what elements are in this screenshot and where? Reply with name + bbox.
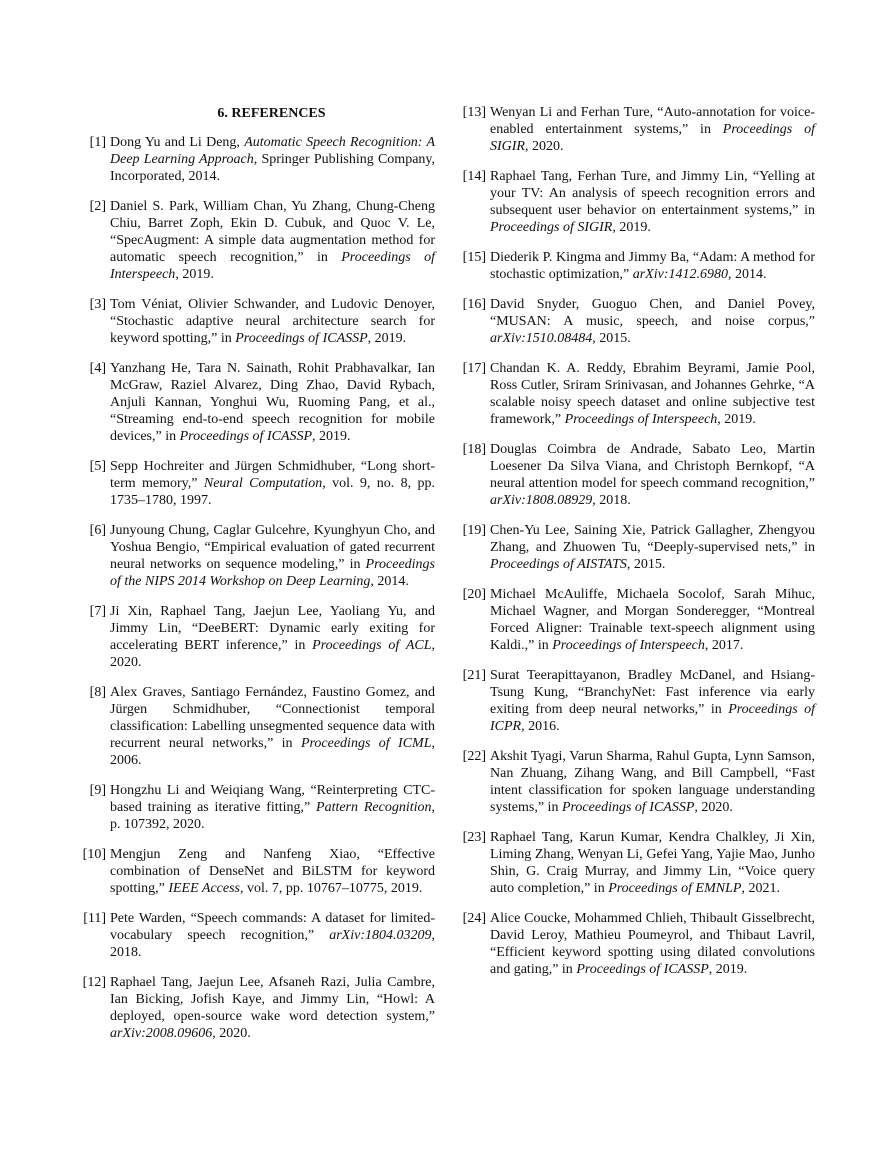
reference-number: [3] (89, 297, 106, 312)
reference-text: Daniel S. Park, William Chan, Yu Zhang, Chung-Cheng Chiu, Barret Zoph, Ekin D. Cubuk, and Quoc V. Le, “SpecAugment: A simple data augmentation method for automatic speech recognition,” in (110, 199, 435, 265)
reference-text: Akshit Tyagi, Varun Sharma, Rahul Gupta, Lynn Samson, Nan Zhuang, Zihang Wang, and Bill Campbell, “Fast intent classification for spoken language understanding systems,” in (490, 749, 815, 815)
reference-text: Surat Teerapittayanon, Bradley McDanel, and Hsiang-Tsung Kung, “BranchyNet: Fast inference via early exiting from deep neural networks,” in (490, 668, 815, 717)
reference-details: , 2014. (727, 267, 767, 282)
reference-item (458, 522, 815, 573)
reference-number: [20] (462, 587, 486, 602)
reference-item (78, 198, 435, 283)
reference-item (78, 134, 435, 185)
reference-venue: arXiv:1808.08929 (490, 493, 593, 508)
reference-venue: Proceedings of ICML (300, 736, 432, 751)
reference-number: [10] (82, 847, 106, 862)
reference-text: Raphael Tang, Karun Kumar, Kendra Chalkley, Ji Xin, Liming Zhang, Wenyan Li, Gefei Yang, Yajie Mao, Junho Shin, G. Craig Murray, and Jimmy Lin, “Voice query auto completion,” in (490, 830, 815, 896)
reference-number: [24] (462, 911, 486, 926)
reference-item (78, 522, 435, 590)
reference-details: , 2019. (312, 429, 351, 444)
reference-venue: Proceedings of ACL (312, 638, 432, 653)
reference-text: Pete Warden, “Speech commands: A dataset for limited-vocabulary speech recognition,” (110, 911, 435, 943)
reference-item (458, 296, 815, 347)
reference-text: Alex Graves, Santiago Fernández, Faustino Gomez, and Jürgen Schmidhuber, “Connectionist temporal classification: Labelling unsegmented sequence data with recurrent neural networks,” in (110, 685, 435, 751)
reference-details: , 2021. (741, 881, 780, 896)
reference-text: Yanzhang He, Tara N. Sainath, Rohit Prabhavalkar, Ian McGraw, Raziel Alvarez, Ding Zhao, David Rybach, Anjuli Kannan, Yonghui Wu, Ruoming Pang, et al., “Streaming end-to-end speech recognition for mobile devices,” in (110, 361, 435, 444)
reference-text: Junyoung Chung, Caglar Gulcehre, Kyunghyun Cho, and Yoshua Bengio, “Empirical evaluation of gated recurrent neural networks on sequence modeling,” in (110, 523, 435, 572)
reference-details: , 2016. (521, 719, 560, 734)
reference-text: Chandan K. A. Reddy, Ebrahim Beyrami, Jamie Pool, Ross Cutler, Sriram Srinivasan, and Johannes Gehrke, “A scalable noisy speech dataset and online subjective test framework,” (490, 361, 815, 427)
reference-text: Douglas Coimbra de Andrade, Sabato Leo, Martin Loesener Da Silva Viana, and Christoph Bernkopf, “A neural attention model for speech command recognition,” (490, 442, 815, 491)
reference-item (458, 910, 815, 978)
reference-number: [11] (83, 911, 106, 926)
reference-venue: Proceedings of SIGIR (490, 220, 613, 235)
section-heading: 6. REFERENCES (217, 106, 326, 121)
reference-item (78, 360, 435, 445)
reference-text: Raphael Tang, Jaejun Lee, Afsaneh Razi, Julia Cambre, Ian Bicking, Jofish Kaye, and Jimmy Lin, “Howl: A deployed, open-source wake word detection system,” (110, 975, 435, 1024)
reference-details: , 2015. (626, 557, 666, 572)
reference-item (78, 910, 435, 961)
reference-text: Ji Xin, Raphael Tang, Jaejun Lee, Yaoliang Yu, and Jimmy Lin, “DeeBERT: Dynamic early exiting for accelerating BERT inference,” in (110, 604, 435, 653)
reference-venue: Proceedings of ICASSP (561, 800, 695, 815)
reference-details: , 2019. (175, 267, 214, 282)
reference-venue: arXiv:1412.6980 (632, 267, 728, 282)
reference-details: , 2018. (592, 493, 631, 508)
reference-item (458, 168, 815, 236)
reference-item (458, 249, 815, 283)
reference-text: Michael McAuliffe, Michaela Socolof, Sarah Mihuc, Michael Wagner, and Morgan Sonderegger, “Montreal Forced Aligner: Trainable text-speech alignment using Kaldi.,” in (490, 587, 815, 653)
reference-venue: Proceedings of EMNLP (608, 881, 742, 896)
reference-venue: arXiv:1510.08484 (490, 331, 593, 346)
reference-text: David Snyder, Guoguo Chen, and Daniel Povey, “MUSAN: A music, speech, and noise corpus,” (490, 297, 815, 329)
reference-details: , 2020. (694, 800, 733, 815)
reference-details: , 2014. (370, 574, 409, 589)
reference-text: Raphael Tang, Ferhan Ture, and Jimmy Lin, “Yelling at your TV: An analysis of speech recognition errors and subsequent user behavior on entertainment systems,” in (490, 169, 815, 218)
left-column (78, 104, 435, 1055)
reference-venue: Proceedings of ICPR (490, 702, 815, 734)
reference-number: [6] (89, 523, 106, 538)
reference-details: , 2006. (110, 736, 435, 768)
reference-item (458, 360, 815, 428)
reference-details: , vol. 9, no. 8, pp. 1735–1780, 1997. (110, 476, 435, 508)
reference-details: , 2020. (110, 638, 435, 670)
reference-number: [13] (462, 105, 486, 120)
reference-text: Hongzhu Li and Weiqiang Wang, “Reinterpreting CTC-based training as iterative fitting,” (110, 783, 435, 815)
reference-venue: Proceedings of AISTATS (490, 557, 627, 572)
right-column (458, 104, 815, 991)
reference-item (78, 782, 435, 833)
reference-venue: IEEE Access (168, 881, 240, 896)
reference-item (458, 667, 815, 735)
reference-text: Tom Véniat, Olivier Schwander, and Ludovic Denoyer, “Stochastic adaptive neural architecture search for keyword spotting,” in (110, 297, 435, 346)
reference-number: [22] (462, 749, 486, 764)
reference-details: , 2019. (708, 962, 748, 977)
reference-text: Chen-Yu Lee, Saining Xie, Patrick Gallagher, Zhengyou Zhang, and Zhuowen Tu, “Deeply-supervised nets,” in (490, 523, 815, 555)
reference-item (78, 846, 435, 897)
reference-details: , 2020. (212, 1026, 251, 1041)
reference-details: , 2019. (367, 331, 407, 346)
reference-item (78, 684, 435, 769)
reference-item (78, 974, 435, 1042)
reference-number: [5] (89, 459, 106, 474)
reference-details: , 2019. (717, 412, 756, 427)
reference-item (78, 603, 435, 671)
reference-item (458, 829, 815, 897)
reference-number: [23] (462, 830, 486, 845)
reference-venue: Automatic Speech Recognition: A Deep Learning Approach (110, 135, 435, 167)
reference-number: [4] (89, 361, 106, 376)
reference-details: , Springer Publishing Company, Incorporated, 2014. (110, 152, 435, 184)
reference-number: [7] (89, 604, 106, 619)
reference-details: , 2019. (612, 220, 651, 235)
reference-text: Mengjun Zeng and Nanfeng Xiao, “Effective combination of DenseNet and BiLSTM for keyword spotting,” (110, 847, 435, 896)
reference-number: [18] (462, 442, 486, 457)
reference-details: , 2017. (704, 638, 744, 653)
reference-venue: Proceedings of ICASSP (235, 331, 368, 346)
reference-item (458, 441, 815, 509)
reference-venue: Proceedings of Interspeech (552, 638, 705, 653)
reference-venue: Proceedings of ICASSP (179, 429, 313, 444)
reference-number: [19] (462, 523, 486, 538)
reference-text: Dong Yu and Li Deng, (110, 135, 245, 150)
reference-number: [2] (89, 199, 106, 214)
reference-number: [1] (89, 135, 106, 150)
reference-item (458, 104, 815, 155)
reference-item (458, 586, 815, 654)
reference-number: [15] (462, 250, 486, 265)
reference-item (78, 296, 435, 347)
reference-number: [17] (462, 361, 486, 376)
reference-venue: arXiv:2008.09606 (110, 1026, 213, 1041)
reference-item (458, 748, 815, 816)
reference-details: , 2015. (592, 331, 631, 346)
reference-number: [12] (82, 975, 106, 990)
reference-venue: Proceedings of Interspeech (110, 250, 435, 282)
reference-number: [9] (89, 783, 106, 798)
reference-number: [14] (462, 169, 486, 184)
reference-details: , p. 107392, 2020. (110, 800, 435, 832)
reference-venue: arXiv:1804.03209 (329, 928, 432, 943)
reference-venue: Proceedings of the NIPS 2014 Workshop on Deep Learning (110, 557, 435, 589)
reference-venue: Neural Computation (203, 476, 323, 491)
reference-venue: Proceedings of SIGIR (490, 122, 815, 154)
reference-item (78, 458, 435, 509)
reference-venue: Proceedings of Interspeech (564, 412, 718, 427)
reference-text: Wenyan Li and Ferhan Ture, “Auto-annotation for voice-enabled entertainment systems,” in (490, 105, 815, 137)
reference-number: [8] (89, 685, 106, 700)
reference-details: , vol. 7, pp. 10767–10775, 2019. (240, 881, 423, 896)
reference-text: Sepp Hochreiter and Jürgen Schmidhuber, “Long short-term memory,” (110, 459, 435, 491)
reference-text: Alice Coucke, Mohammed Chlieh, Thibault Gisselbrecht, David Leroy, Mathieu Poumeyrol, and Thibaut Lavril, “Efficient keyword spotting using dilated convolutions and gating,” in (490, 911, 815, 977)
reference-venue: Pattern Recognition (316, 800, 432, 815)
reference-text: Diederik P. Kingma and Jimmy Ba, “Adam: A method for stochastic optimization,” (490, 250, 815, 282)
reference-number: [21] (462, 668, 486, 683)
reference-venue: Proceedings of ICASSP (576, 962, 709, 977)
reference-number: [16] (462, 297, 486, 312)
reference-details: , 2018. (110, 928, 435, 960)
reference-details: , 2020. (525, 139, 564, 154)
